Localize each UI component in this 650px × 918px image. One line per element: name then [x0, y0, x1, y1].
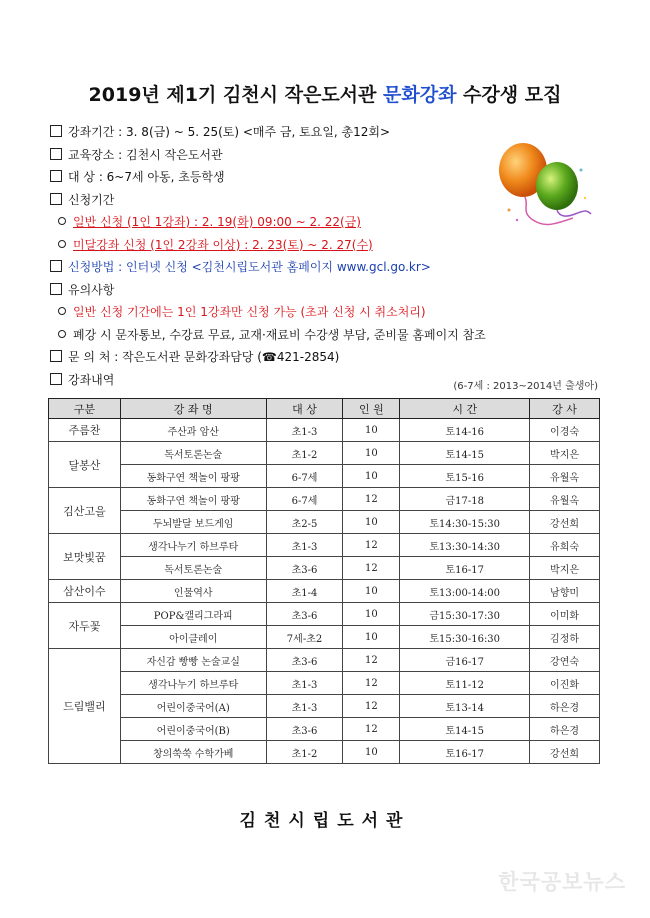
course-name-cell: 생각나누기 하브루타	[120, 672, 266, 695]
header-time: 시 간	[400, 399, 530, 419]
capacity-cell: 10	[343, 603, 400, 626]
time-cell: 토15-16	[400, 465, 530, 488]
circle-bullet-icon	[58, 330, 66, 338]
table-row	[49, 626, 600, 649]
info-contact: 문 의 처 : 작은도서관 문화강좌담당 (☎421-2854)	[50, 346, 610, 369]
capacity-cell: 12	[343, 695, 400, 718]
time-cell: 토13-14	[400, 695, 530, 718]
library-name-cell: 보맛빛꿈	[49, 534, 121, 580]
table-row	[49, 488, 600, 511]
table-row	[49, 649, 600, 672]
circle-bullet-icon	[58, 240, 66, 248]
instructor-cell: 유희숙	[530, 534, 600, 557]
info-caution-1: 일반 신청 기간에는 1인 1강좌만 신청 가능 (초과 신청 시 취소처리)	[50, 301, 610, 324]
footer-library-name: 김천시립도서관	[239, 811, 411, 831]
course-name-cell: 아이클레이	[120, 626, 266, 649]
checkbox-icon	[50, 260, 62, 272]
title-part1: 2019년 제1기 김천시 작은도서관	[88, 84, 384, 106]
table-header-row	[49, 399, 600, 419]
table-row	[49, 442, 600, 465]
header-course: 강 좌 명	[120, 399, 266, 419]
watermark: 한국공보뉴스	[498, 870, 626, 894]
target-cell: 초1-3	[266, 419, 343, 442]
instructor-cell: 이미화	[530, 603, 600, 626]
instructor-cell: 박지은	[530, 442, 600, 465]
instructor-cell: 하은경	[530, 695, 600, 718]
target-cell: 초3-6	[266, 649, 343, 672]
course-name-cell: 생각나누기 하브루타	[120, 534, 266, 557]
target-cell: 초1-2	[266, 442, 343, 465]
course-name-cell: 인물역사	[120, 580, 266, 603]
capacity-cell: 10	[343, 741, 400, 764]
target-cell: 6-7세	[266, 465, 343, 488]
info-method: 신청방법 : 인터넷 신청 <김천시립도서관 홈페이지 www.gcl.go.kr>	[50, 256, 610, 279]
info-apply-period: 신청기간	[50, 189, 610, 212]
time-cell: 금17-18	[400, 488, 530, 511]
target-cell: 초1-4	[266, 580, 343, 603]
checkbox-icon	[50, 283, 62, 295]
time-cell: 토14-15	[400, 442, 530, 465]
table-row	[49, 603, 600, 626]
capacity-cell: 12	[343, 718, 400, 741]
time-cell: 토14-15	[400, 718, 530, 741]
info-period: 강좌기간 : 3. 8(금) ~ 5. 25(토) <매주 금, 토요일, 총12회>	[50, 121, 610, 144]
course-name-cell: 어린이중국어(B)	[120, 718, 266, 741]
instructor-cell: 김정하	[530, 626, 600, 649]
course-name-cell: 어린이중국어(A)	[120, 695, 266, 718]
capacity-cell: 12	[343, 672, 400, 695]
checkbox-icon	[50, 170, 62, 182]
time-cell: 토13:00-14:00	[400, 580, 530, 603]
page-title	[0, 80, 650, 107]
library-name-cell: 달봉산	[49, 442, 121, 488]
header-target: 대 상	[266, 399, 343, 419]
info-place: 교육장소 : 김천시 작은도서관	[50, 144, 610, 167]
time-cell: 토15:30-16:30	[400, 626, 530, 649]
instructor-cell: 이경숙	[530, 419, 600, 442]
capacity-cell: 10	[343, 580, 400, 603]
info-courses: 강좌내역	[50, 369, 610, 392]
circle-bullet-icon	[58, 217, 66, 225]
course-name-cell: 주산과 암산	[120, 419, 266, 442]
target-cell: 초3-6	[266, 603, 343, 626]
target-cell: 초3-6	[266, 718, 343, 741]
time-cell: 토14-16	[400, 419, 530, 442]
library-name-cell: 자두꽃	[49, 603, 121, 649]
time-cell: 토11-12	[400, 672, 530, 695]
course-name-cell: POP&캘리그라피	[120, 603, 266, 626]
capacity-cell: 12	[343, 649, 400, 672]
checkbox-icon	[50, 125, 62, 137]
course-name-cell: 독서토론논술	[120, 557, 266, 580]
course-name-cell: 두뇌발달 보드게임	[120, 511, 266, 534]
target-cell: 초2-5	[266, 511, 343, 534]
instructor-cell: 유월옥	[530, 488, 600, 511]
header-capacity: 인 원	[343, 399, 400, 419]
balloons-icon	[495, 140, 595, 230]
info-caution-2: 폐강 시 문자통보, 수강료 무료, 교재·재료비 수강생 부담, 준비물 홈페이지 참조	[50, 324, 610, 347]
table-row	[49, 695, 600, 718]
title-highlight: 문화강좌	[383, 84, 457, 106]
info-cautions: 유의사항	[50, 279, 610, 302]
header-category: 구분	[49, 399, 121, 419]
table-row	[49, 557, 600, 580]
table-row	[49, 534, 600, 557]
table-row	[49, 741, 600, 764]
target-cell: 7세-초2	[266, 626, 343, 649]
target-cell: 초3-6	[266, 557, 343, 580]
library-name-cell: 주름찬	[49, 419, 121, 442]
instructor-cell: 남향미	[530, 580, 600, 603]
course-name-cell: 창의쑥쑥 수학가베	[120, 741, 266, 764]
course-name-cell: 동화구연 책놀이 팡팡	[120, 488, 266, 511]
library-name-cell: 드림밸리	[49, 649, 121, 764]
checkbox-icon	[50, 373, 62, 385]
table-row	[49, 511, 600, 534]
capacity-cell: 12	[343, 488, 400, 511]
instructor-cell: 강연숙	[530, 649, 600, 672]
checkbox-icon	[50, 350, 62, 362]
target-cell: 초1-3	[266, 534, 343, 557]
course-name-cell: 동화구연 책놀이 팡팡	[120, 465, 266, 488]
time-cell: 토13:30-14:30	[400, 534, 530, 557]
capacity-cell: 12	[343, 534, 400, 557]
capacity-cell: 12	[343, 557, 400, 580]
capacity-cell: 10	[343, 442, 400, 465]
target-cell: 초1-3	[266, 672, 343, 695]
time-cell: 금16-17	[400, 649, 530, 672]
instructor-cell: 박지은	[530, 557, 600, 580]
instructor-cell: 강선희	[530, 511, 600, 534]
time-cell: 금15:30-17:30	[400, 603, 530, 626]
instructor-cell: 이진화	[530, 672, 600, 695]
instructor-cell: 강선희	[530, 741, 600, 764]
course-name-cell: 자신감 빵빵 논술교실	[120, 649, 266, 672]
instructor-cell: 유월옥	[530, 465, 600, 488]
target-cell: 6-7세	[266, 488, 343, 511]
table-row	[49, 465, 600, 488]
table-row	[49, 672, 600, 695]
time-cell: 토16-17	[400, 557, 530, 580]
time-cell: 토16-17	[400, 741, 530, 764]
time-cell: 토14:30-15:30	[400, 511, 530, 534]
course-table	[48, 398, 600, 764]
header-instructor: 강 사	[530, 399, 600, 419]
checkbox-icon	[50, 193, 62, 205]
info-target: 대 상 : 6~7세 아동, 초등학생	[50, 166, 610, 189]
age-note: (6-7세 : 2013~2014년 출생아)	[453, 381, 598, 392]
table-row	[49, 580, 600, 603]
table-row	[49, 718, 600, 741]
instructor-cell: 하은경	[530, 718, 600, 741]
capacity-cell: 10	[343, 511, 400, 534]
library-name-cell: 삼산이수	[49, 580, 121, 603]
info-general-apply: 일반 신청 (1인 1강좌) : 2. 19(화) 09:00 ~ 2. 22(금)	[50, 211, 610, 234]
title-part2: 수강생 모집	[456, 84, 562, 106]
library-name-cell: 김산고을	[49, 488, 121, 534]
capacity-cell: 10	[343, 465, 400, 488]
course-name-cell: 독서토론논술	[120, 442, 266, 465]
target-cell: 초1-3	[266, 695, 343, 718]
capacity-cell: 10	[343, 626, 400, 649]
table-row	[49, 419, 600, 442]
circle-bullet-icon	[58, 307, 66, 315]
info-unfilled-apply: 미달강좌 신청 (1인 2강좌 이상) : 2. 23(토) ~ 2. 27(수)	[50, 234, 610, 257]
checkbox-icon	[50, 148, 62, 160]
capacity-cell: 10	[343, 419, 400, 442]
target-cell: 초1-2	[266, 741, 343, 764]
